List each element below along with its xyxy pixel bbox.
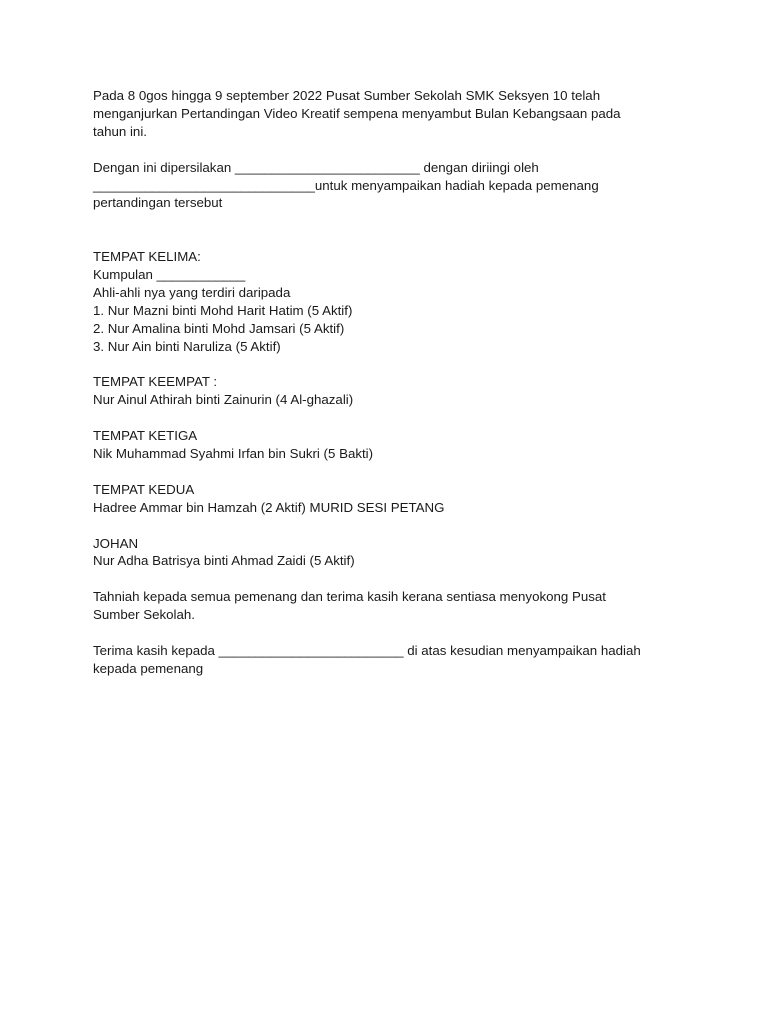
- spacer: [93, 212, 673, 230]
- thanks-line-1: Terima kasih kepada _________________________ di atas kesudian menyampaikan hadiah: [93, 642, 641, 658]
- intro-paragraph: [93, 87, 673, 141]
- spacer: [93, 624, 673, 642]
- thanks-paragraph: [93, 642, 673, 678]
- third-place-section: [93, 427, 673, 463]
- spacer: [93, 463, 673, 481]
- intro-line-1: Pada 8 0gos hingga 9 september 2022 Pusat Sumber Sekolah SMK Seksyen 10 telah: [93, 88, 601, 103]
- invitation-line-1: Dengan ini dipersilakan _________________________ dengan diriingi oleh: [93, 159, 539, 175]
- fourth-place-section: [93, 373, 673, 409]
- fifth-place-heading: TEMPAT KELIMA:: [93, 249, 201, 265]
- document-body: [93, 87, 673, 678]
- spacer: [93, 517, 673, 535]
- champion-section: [93, 535, 673, 571]
- thanks-line-2: kepada pemenang: [93, 660, 204, 676]
- invitation-line-2: ______________________________untuk menyampaikan hadiah kepada pemenang: [93, 177, 599, 193]
- spacer: [93, 570, 673, 588]
- fourth-place-heading: TEMPAT KEEMPAT :: [93, 374, 218, 390]
- intro-line-2: menganjurkan Pertandingan Video Kreatif sempena menyambut Bulan Kebangsaan pada: [93, 105, 621, 121]
- fourth-place-winner: Nur Ainul Athirah binti Zainurin (4 Al-ghazali): [93, 392, 354, 408]
- intro-line-3: tahun ini.: [93, 123, 147, 139]
- congratulations-line-1: Tahniah kepada semua pemenang dan terima kasih kerana sentiasa menyokong Pusat: [93, 589, 606, 605]
- spacer: [93, 141, 673, 159]
- second-place-winner: Hadree Ammar bin Hamzah (2 Aktif) MURID SESI PETANG: [93, 499, 445, 515]
- second-place-section: [93, 481, 673, 517]
- fifth-place-group: Kumpulan ____________: [93, 267, 246, 283]
- invitation-paragraph: [93, 159, 673, 213]
- champion-winner: Nur Adha Batrisya binti Ahmad Zaidi (5 Aktif): [93, 553, 355, 569]
- fifth-place-member: 3. Nur Ain binti Naruliza (5 Aktif): [93, 338, 281, 354]
- spacer: [93, 230, 673, 248]
- fifth-place-member: 2. Nur Amalina binti Mohd Jamsari (5 Aktif): [93, 320, 345, 336]
- spacer: [93, 356, 673, 374]
- third-place-winner: Nik Muhammad Syahmi Irfan bin Sukri (5 Bakti): [93, 446, 374, 462]
- fifth-place-member: 1. Nur Mazni binti Mohd Harit Hatim (5 Aktif): [93, 302, 353, 318]
- third-place-heading: TEMPAT KETIGA: [93, 428, 198, 444]
- fifth-place-members-intro: Ahli-ahli nya yang terdiri daripada: [93, 284, 291, 300]
- fifth-place-section: [93, 248, 673, 355]
- second-place-heading: TEMPAT KEDUA: [93, 481, 195, 497]
- congratulations-paragraph: [93, 588, 673, 624]
- congratulations-line-2: Sumber Sekolah.: [93, 607, 195, 623]
- champion-heading: JOHAN: [93, 535, 139, 551]
- invitation-line-3: pertandingan tersebut: [93, 195, 223, 211]
- spacer: [93, 409, 673, 427]
